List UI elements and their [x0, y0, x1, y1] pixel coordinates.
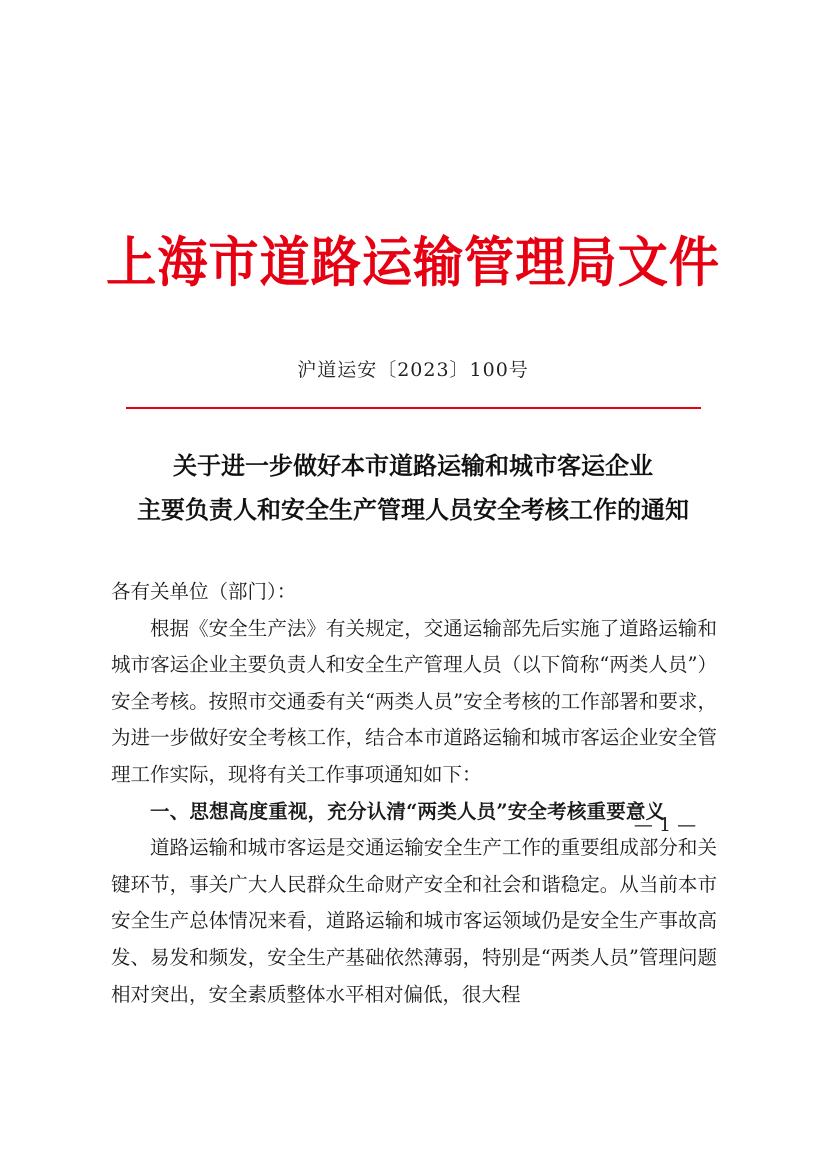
document-body — [111, 574, 717, 1013]
notice-title-line-1: 关于进一步做好本市道路运输和城市客运企业 — [173, 451, 653, 480]
issuer-title: 上海市道路运输管理局文件 — [106, 230, 720, 294]
body-paragraph-1: 根据《安全生产法》有关规定，交通运输部先后实施了道路运输和城市客运企业主要负责人和安全生产管理人员（以下简称“两类人员”）安全考核。按照市交通委有关“两类人员”安全考核的工作部署和要求，为进一步做好安全考核工作，结合本市道路运输和城市客运企业安全管理工作实际，现将有关工作事项通知如下： — [111, 616, 717, 786]
notice-title-line-2: 主要负责人和安全生产管理人员安全考核工作的通知 — [137, 495, 689, 524]
body-paragraph-2: 道路运输和城市客运是交通运输安全生产工作的重要组成部分和关键环节，事关广大人民群众生命财产安全和社会和谐稳定。从当前本市安全生产总体情况来看，道路运输和城市客运领域仍是安全生产事故高发、易发和频发，安全生产基础依然薄弱，特别是“两类人员”管理问题相对突出，安全素质整体水平相对偏低，很大程 — [111, 836, 717, 1006]
section-heading-1: 一、思想高度重视，充分认清“两类人员”安全考核重要意义 — [150, 799, 666, 823]
page-number: — 1 — — [633, 814, 697, 836]
red-divider-line — [126, 407, 701, 409]
document-number: 沪道运安〔2023〕100号 — [297, 359, 529, 381]
salutation: 各有关单位（部门）： — [111, 580, 297, 603]
